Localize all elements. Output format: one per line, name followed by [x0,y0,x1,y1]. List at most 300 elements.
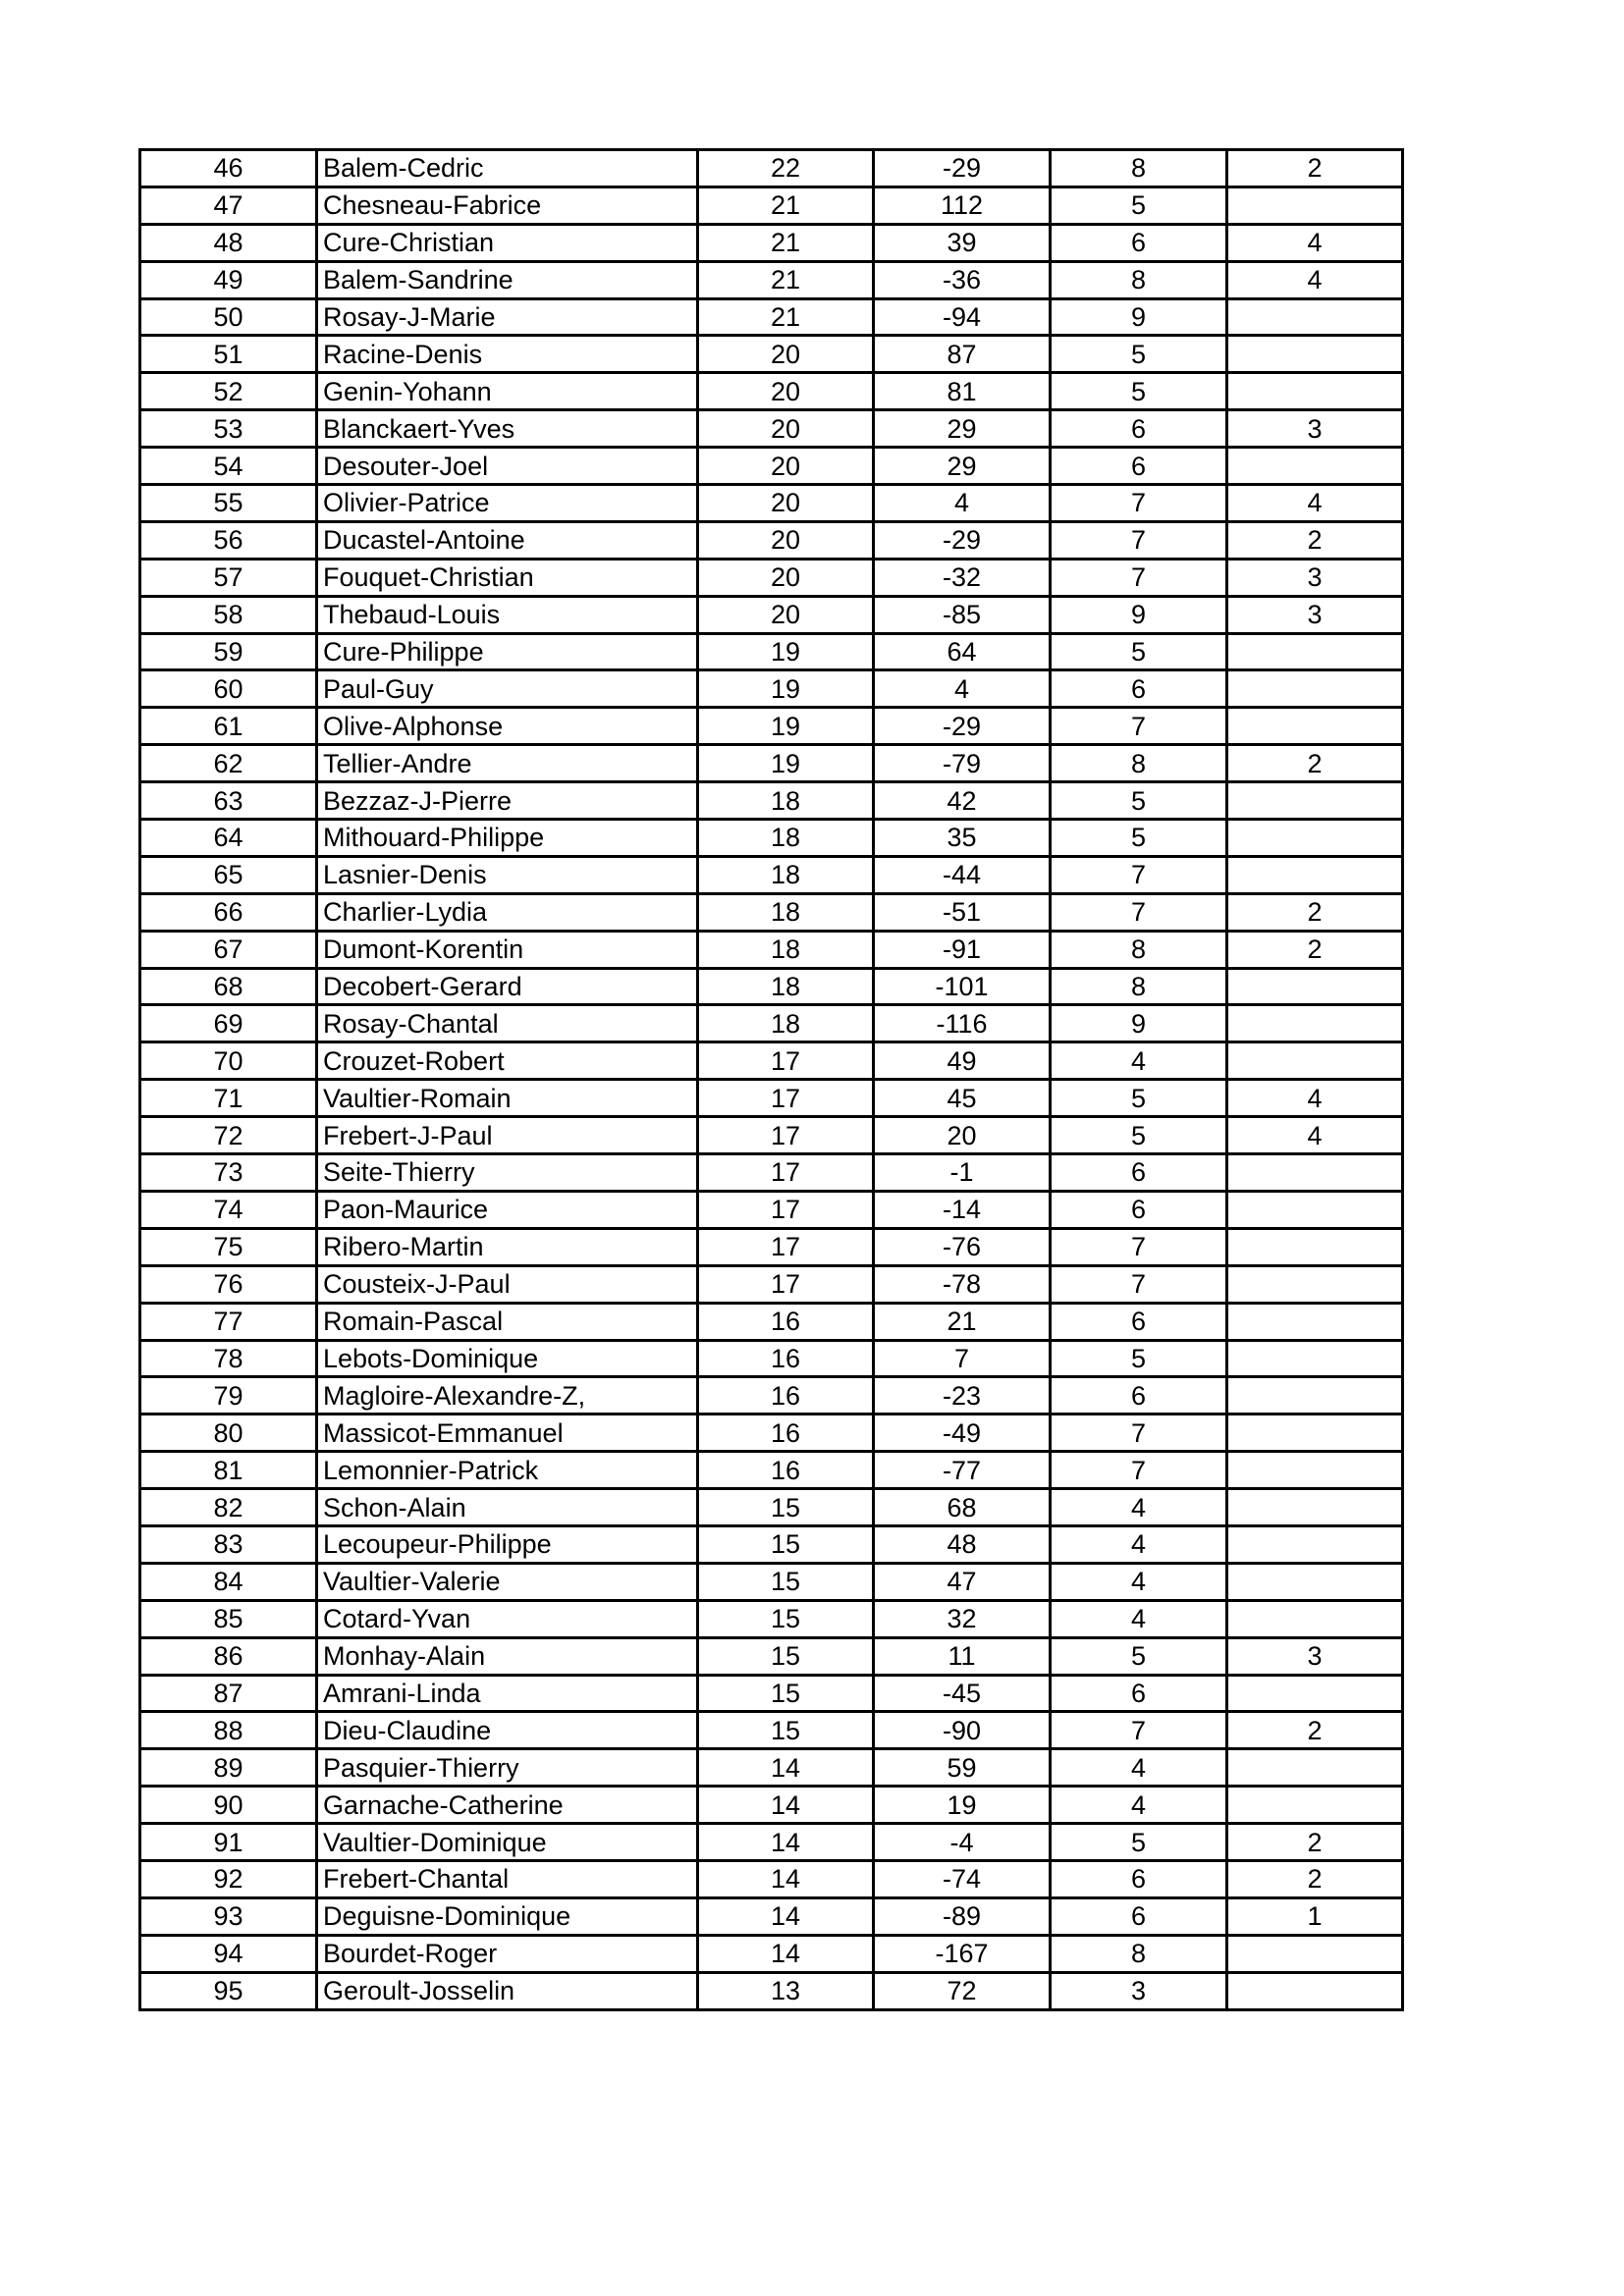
score-diff-cell: 87 [874,336,1051,373]
player-name-cell: Schon-Alain [317,1489,698,1526]
score-diff-cell: -78 [874,1265,1051,1303]
games-cell: 6 [1051,410,1227,448]
player-name-cell: Crouzet-Robert [317,1042,698,1080]
games-cell: 9 [1051,1005,1227,1042]
score-diff-cell: 4 [874,670,1051,708]
points-cell: 18 [698,931,874,968]
score-diff-cell: 42 [874,782,1051,820]
player-name-cell: Vaultier-Dominique [317,1824,698,1861]
table-row [140,410,1403,448]
bonus-cell [1227,1489,1403,1526]
player-name-cell: Deguisne-Dominique [317,1897,698,1935]
bonus-cell: 2 [1227,150,1403,187]
rank-cell: 75 [140,1228,317,1265]
rank-cell: 79 [140,1377,317,1415]
score-diff-cell: 68 [874,1489,1051,1526]
table-row [140,1563,1403,1600]
rank-cell: 94 [140,1935,317,1972]
table-row [140,1340,1403,1377]
bonus-cell [1227,187,1403,224]
points-cell: 15 [698,1600,874,1637]
score-diff-cell: -101 [874,968,1051,1005]
rank-cell: 88 [140,1712,317,1749]
points-cell: 17 [698,1265,874,1303]
player-name-cell: Garnache-Catherine [317,1787,698,1824]
rank-cell: 59 [140,633,317,670]
table-row [140,1415,1403,1452]
score-diff-cell: 39 [874,224,1051,261]
bonus-cell [1227,448,1403,485]
games-cell: 8 [1051,931,1227,968]
player-name-cell: Balem-Sandrine [317,261,698,298]
points-cell: 22 [698,150,874,187]
games-cell: 5 [1051,187,1227,224]
points-cell: 20 [698,448,874,485]
player-name-cell: Frebert-Chantal [317,1860,698,1897]
table-row [140,336,1403,373]
player-name-cell: Geroult-Josselin [317,1972,698,2009]
points-cell: 14 [698,1824,874,1861]
bonus-cell [1227,1377,1403,1415]
bonus-cell: 2 [1227,1712,1403,1749]
rank-cell: 61 [140,708,317,745]
player-name-cell: Lemonnier-Patrick [317,1452,698,1489]
score-diff-cell: 72 [874,1972,1051,2009]
bonus-cell [1227,1191,1403,1228]
points-cell: 15 [698,1563,874,1600]
bonus-cell [1227,1972,1403,2009]
bonus-cell: 3 [1227,1637,1403,1675]
table-row [140,1452,1403,1489]
bonus-cell [1227,1749,1403,1787]
table-row [140,931,1403,968]
games-cell: 5 [1051,782,1227,820]
points-cell: 18 [698,782,874,820]
score-diff-cell: 21 [874,1303,1051,1340]
ranking-table-body [140,150,1403,2010]
score-diff-cell: -167 [874,1935,1051,1972]
games-cell: 8 [1051,150,1227,187]
rank-cell: 54 [140,448,317,485]
table-row [140,1749,1403,1787]
player-name-cell: Seite-Thierry [317,1154,698,1192]
player-name-cell: Mithouard-Philippe [317,820,698,857]
bonus-cell [1227,1415,1403,1452]
player-name-cell: Charlier-Lydia [317,893,698,931]
rank-cell: 86 [140,1637,317,1675]
table-row [140,1191,1403,1228]
rank-cell: 69 [140,1005,317,1042]
score-diff-cell: -14 [874,1191,1051,1228]
player-name-cell: Magloire-Alexandre-Z, [317,1377,698,1415]
points-cell: 20 [698,559,874,596]
points-cell: 18 [698,856,874,893]
player-name-cell: Monhay-Alain [317,1637,698,1675]
games-cell: 6 [1051,1154,1227,1192]
rank-cell: 82 [140,1489,317,1526]
score-diff-cell: -89 [874,1897,1051,1935]
points-cell: 17 [698,1228,874,1265]
bonus-cell [1227,1042,1403,1080]
points-cell: 20 [698,336,874,373]
bonus-cell [1227,1563,1403,1600]
score-diff-cell: -77 [874,1452,1051,1489]
points-cell: 20 [698,485,874,522]
table-row [140,745,1403,782]
games-cell: 5 [1051,336,1227,373]
table-row [140,1675,1403,1712]
points-cell: 19 [698,633,874,670]
score-diff-cell: -76 [874,1228,1051,1265]
games-cell: 3 [1051,1972,1227,2009]
bonus-cell: 2 [1227,521,1403,559]
points-cell: 21 [698,261,874,298]
score-diff-cell: 48 [874,1525,1051,1563]
points-cell: 17 [698,1117,874,1154]
table-row [140,373,1403,410]
rank-cell: 51 [140,336,317,373]
bonus-cell [1227,856,1403,893]
points-cell: 19 [698,745,874,782]
games-cell: 6 [1051,1675,1227,1712]
table-row [140,1600,1403,1637]
score-diff-cell: -79 [874,745,1051,782]
games-cell: 8 [1051,1935,1227,1972]
bonus-cell [1227,1935,1403,1972]
rank-cell: 58 [140,596,317,633]
games-cell: 4 [1051,1489,1227,1526]
player-name-cell: Dumont-Korentin [317,931,698,968]
rank-cell: 46 [140,150,317,187]
table-row [140,1897,1403,1935]
score-diff-cell: -1 [874,1154,1051,1192]
table-row [140,1525,1403,1563]
player-name-cell: Rosay-J-Marie [317,298,698,336]
score-diff-cell: 81 [874,373,1051,410]
score-diff-cell: 32 [874,1600,1051,1637]
bonus-cell [1227,1525,1403,1563]
bonus-cell [1227,298,1403,336]
table-row [140,1972,1403,2009]
games-cell: 7 [1051,1228,1227,1265]
table-row [140,1787,1403,1824]
rank-cell: 62 [140,745,317,782]
rank-cell: 83 [140,1525,317,1563]
ranking-table [138,148,1404,2011]
rank-cell: 71 [140,1080,317,1117]
player-name-cell: Bezzaz-J-Pierre [317,782,698,820]
points-cell: 14 [698,1860,874,1897]
bonus-cell: 4 [1227,224,1403,261]
player-name-cell: Paon-Maurice [317,1191,698,1228]
bonus-cell: 1 [1227,1897,1403,1935]
games-cell: 5 [1051,1080,1227,1117]
bonus-cell [1227,1787,1403,1824]
rank-cell: 73 [140,1154,317,1192]
bonus-cell [1227,670,1403,708]
bonus-cell [1227,1600,1403,1637]
player-name-cell: Olive-Alphonse [317,708,698,745]
rank-cell: 64 [140,820,317,857]
points-cell: 14 [698,1897,874,1935]
table-row [140,485,1403,522]
table-row [140,856,1403,893]
games-cell: 7 [1051,559,1227,596]
games-cell: 4 [1051,1563,1227,1600]
player-name-cell: Paul-Guy [317,670,698,708]
rank-cell: 78 [140,1340,317,1377]
rank-cell: 53 [140,410,317,448]
bonus-cell: 4 [1227,261,1403,298]
player-name-cell: Vaultier-Romain [317,1080,698,1117]
games-cell: 6 [1051,1191,1227,1228]
games-cell: 9 [1051,298,1227,336]
table-row [140,1117,1403,1154]
points-cell: 21 [698,224,874,261]
score-diff-cell: 4 [874,485,1051,522]
points-cell: 13 [698,1972,874,2009]
points-cell: 18 [698,820,874,857]
bonus-cell: 3 [1227,410,1403,448]
games-cell: 7 [1051,856,1227,893]
points-cell: 19 [698,670,874,708]
player-name-cell: Cousteix-J-Paul [317,1265,698,1303]
rank-cell: 76 [140,1265,317,1303]
points-cell: 20 [698,521,874,559]
player-name-cell: Pasquier-Thierry [317,1749,698,1787]
score-diff-cell: 11 [874,1637,1051,1675]
games-cell: 7 [1051,893,1227,931]
points-cell: 20 [698,373,874,410]
player-name-cell: Racine-Denis [317,336,698,373]
score-diff-cell: 49 [874,1042,1051,1080]
score-diff-cell: -32 [874,559,1051,596]
player-name-cell: Rosay-Chantal [317,1005,698,1042]
points-cell: 15 [698,1675,874,1712]
table-row [140,1042,1403,1080]
player-name-cell: Chesneau-Fabrice [317,187,698,224]
player-name-cell: Lebots-Dominique [317,1340,698,1377]
games-cell: 6 [1051,448,1227,485]
bonus-cell [1227,1452,1403,1489]
rank-cell: 65 [140,856,317,893]
bonus-cell [1227,820,1403,857]
table-row [140,1228,1403,1265]
player-name-cell: Cotard-Yvan [317,1600,698,1637]
games-cell: 5 [1051,373,1227,410]
rank-cell: 77 [140,1303,317,1340]
player-name-cell: Frebert-J-Paul [317,1117,698,1154]
points-cell: 21 [698,187,874,224]
table-row [140,448,1403,485]
rank-cell: 81 [140,1452,317,1489]
points-cell: 19 [698,708,874,745]
games-cell: 7 [1051,1265,1227,1303]
score-diff-cell: 29 [874,410,1051,448]
score-diff-cell: 7 [874,1340,1051,1377]
bonus-cell: 3 [1227,596,1403,633]
points-cell: 14 [698,1787,874,1824]
games-cell: 7 [1051,1712,1227,1749]
player-name-cell: Bourdet-Roger [317,1935,698,1972]
player-name-cell: Dieu-Claudine [317,1712,698,1749]
points-cell: 16 [698,1452,874,1489]
rank-cell: 60 [140,670,317,708]
score-diff-cell: -74 [874,1860,1051,1897]
rank-cell: 66 [140,893,317,931]
table-row [140,1637,1403,1675]
table-row [140,1860,1403,1897]
score-diff-cell: -85 [874,596,1051,633]
points-cell: 18 [698,893,874,931]
games-cell: 4 [1051,1042,1227,1080]
rank-cell: 55 [140,485,317,522]
player-name-cell: Romain-Pascal [317,1303,698,1340]
score-diff-cell: 35 [874,820,1051,857]
player-name-cell: Ducastel-Antoine [317,521,698,559]
rank-cell: 67 [140,931,317,968]
bonus-cell [1227,1340,1403,1377]
score-diff-cell: -36 [874,261,1051,298]
table-row [140,968,1403,1005]
games-cell: 5 [1051,633,1227,670]
games-cell: 5 [1051,1824,1227,1861]
bonus-cell [1227,373,1403,410]
player-name-cell: Cure-Philippe [317,633,698,670]
bonus-cell: 4 [1227,1117,1403,1154]
player-name-cell: Tellier-Andre [317,745,698,782]
points-cell: 15 [698,1525,874,1563]
points-cell: 18 [698,968,874,1005]
points-cell: 15 [698,1712,874,1749]
player-name-cell: Desouter-Joel [317,448,698,485]
score-diff-cell: -90 [874,1712,1051,1749]
games-cell: 4 [1051,1525,1227,1563]
score-diff-cell: -51 [874,893,1051,931]
table-row [140,633,1403,670]
points-cell: 17 [698,1191,874,1228]
player-name-cell: Lasnier-Denis [317,856,698,893]
games-cell: 7 [1051,521,1227,559]
points-cell: 17 [698,1042,874,1080]
score-diff-cell: -91 [874,931,1051,968]
table-row [140,261,1403,298]
player-name-cell: Genin-Yohann [317,373,698,410]
rank-cell: 68 [140,968,317,1005]
bonus-cell [1227,968,1403,1005]
player-name-cell: Lecoupeur-Philippe [317,1525,698,1563]
bonus-cell [1227,1265,1403,1303]
bonus-cell: 2 [1227,745,1403,782]
bonus-cell: 4 [1227,485,1403,522]
score-diff-cell: -44 [874,856,1051,893]
games-cell: 8 [1051,968,1227,1005]
games-cell: 4 [1051,1787,1227,1824]
score-diff-cell: -45 [874,1675,1051,1712]
rank-cell: 49 [140,261,317,298]
bonus-cell [1227,1005,1403,1042]
table-row [140,1824,1403,1861]
games-cell: 6 [1051,1897,1227,1935]
rank-cell: 87 [140,1675,317,1712]
table-row [140,1005,1403,1042]
score-diff-cell: 112 [874,187,1051,224]
table-row [140,150,1403,187]
games-cell: 7 [1051,1415,1227,1452]
score-diff-cell: 20 [874,1117,1051,1154]
score-diff-cell: 64 [874,633,1051,670]
rank-cell: 80 [140,1415,317,1452]
table-row [140,1080,1403,1117]
rank-cell: 85 [140,1600,317,1637]
player-name-cell: Cure-Christian [317,224,698,261]
points-cell: 14 [698,1935,874,1972]
points-cell: 16 [698,1340,874,1377]
bonus-cell [1227,336,1403,373]
table-row [140,559,1403,596]
points-cell: 14 [698,1749,874,1787]
table-row [140,1935,1403,1972]
player-name-cell: Vaultier-Valerie [317,1563,698,1600]
bonus-cell: 2 [1227,893,1403,931]
rank-cell: 84 [140,1563,317,1600]
score-diff-cell: -116 [874,1005,1051,1042]
rank-cell: 57 [140,559,317,596]
score-diff-cell: -29 [874,150,1051,187]
score-diff-cell: -4 [874,1824,1051,1861]
table-row [140,893,1403,931]
player-name-cell: Amrani-Linda [317,1675,698,1712]
player-name-cell: Ribero-Martin [317,1228,698,1265]
rank-cell: 92 [140,1860,317,1897]
player-name-cell: Massicot-Emmanuel [317,1415,698,1452]
points-cell: 17 [698,1080,874,1117]
bonus-cell: 2 [1227,1860,1403,1897]
score-diff-cell: 29 [874,448,1051,485]
bonus-cell [1227,1154,1403,1192]
table-row [140,820,1403,857]
rank-cell: 70 [140,1042,317,1080]
rank-cell: 74 [140,1191,317,1228]
games-cell: 9 [1051,596,1227,633]
points-cell: 21 [698,298,874,336]
games-cell: 7 [1051,1452,1227,1489]
games-cell: 7 [1051,485,1227,522]
table-row [140,187,1403,224]
score-diff-cell: 59 [874,1749,1051,1787]
bonus-cell [1227,1303,1403,1340]
player-name-cell: Blanckaert-Yves [317,410,698,448]
games-cell: 5 [1051,820,1227,857]
games-cell: 6 [1051,224,1227,261]
rank-cell: 89 [140,1749,317,1787]
games-cell: 8 [1051,261,1227,298]
score-diff-cell: -49 [874,1415,1051,1452]
bonus-cell [1227,782,1403,820]
rank-cell: 47 [140,187,317,224]
rank-cell: 52 [140,373,317,410]
player-name-cell: Balem-Cedric [317,150,698,187]
rank-cell: 63 [140,782,317,820]
rank-cell: 90 [140,1787,317,1824]
table-row [140,708,1403,745]
games-cell: 6 [1051,1860,1227,1897]
table-row [140,521,1403,559]
points-cell: 20 [698,596,874,633]
table-row [140,1712,1403,1749]
table-row [140,1265,1403,1303]
score-diff-cell: 45 [874,1080,1051,1117]
